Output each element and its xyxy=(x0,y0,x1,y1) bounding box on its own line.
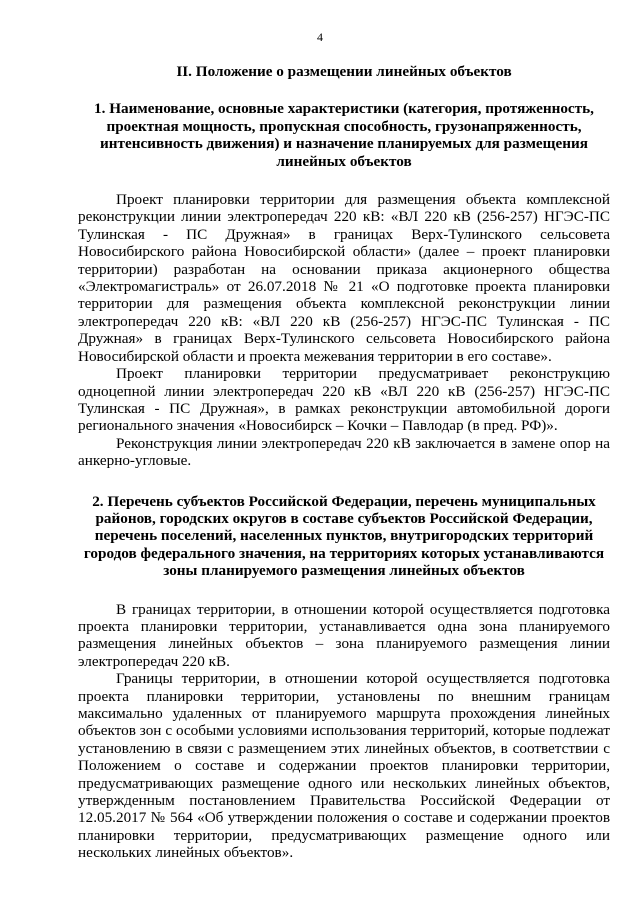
subsection-2-body xyxy=(78,601,610,862)
paragraph: Границы территории, в отношении которой осуществляется подготовка проекта планировки территории, установлены по внешним границам максимально удаленных от планируемого маршрута прохождения линейных объектов зон с особыми условиями использования территорий, которые подлежат установлению в связи с размещением этих линейных объектов, в соответствии с Положением о составе и содержании проектов планировки территории, предусматривающих размещение одного или нескольких линейных объектов, утвержденным постановлением Правительства Российской Федерации от 12.05.2017 № 564 «Об утверждении положения о составе и содержании проектов планировки территории, предусматривающих размещение одного или нескольких линейных объектов». xyxy=(78,670,610,862)
paragraph: Проект планировки территории для размещения объекта комплексной реконструкции линии электропередач 220 кВ: «ВЛ 220 кВ (256-257) НГЭС-ПС Тулинская - ПС Дружная» в границах Верх-Тулинского сельсовета Новосибирского района Новосибирской области» (далее – проект планировки территории) разработан на основании приказа акционерного общества «Электромагистраль» от 26.07.2018 № 21 «О подготовке проекта планировки территории для размещения объекта комплексной реконструкции линии электропередач 220 кВ: «ВЛ 220 кВ (256-257) НГЭС-ПС Тулинская - ПС Дружная» в границах Верх-Тулинского сельсовета Новосибирского района Новосибирской области и проекта межевания территории в его составе». xyxy=(78,191,610,365)
section-title: II. Положение о размещении линейных объектов xyxy=(176,63,512,80)
paragraph: Реконструкция линии электропередач 220 кВ заключается в замене опор на анкерно-угловые. xyxy=(78,434,610,470)
paragraph: Проект планировки территории предусматривает реконструкцию одноцепной линии электропередач 220 кВ «ВЛ 220 кВ (256-257) НГЭС-ПС Тулинская - ПС Дружная», в рамках реконструкции автомобильной дороги регионального значения «Новосибирск – Кочки – Павлодар (в пред. РФ)». xyxy=(78,365,610,435)
page-number: 4 xyxy=(317,30,323,44)
subsection-1-body xyxy=(78,191,610,470)
subsection-1-title: 1. Наименование, основные характеристики (категория, протяженность, проектная мощность, пропускная способность, грузонапряженность, интенсивность движения) и назначение планируемых для размещения линейных объектов xyxy=(94,100,594,170)
subsection-2-title: 2. Перечень субъектов Российской Федерации, перечень муниципальных районов, городских округов в составе субъектов Российской Федерации, перечень поселений, населенных пунктов, внутригородских территорий городов федерального значения, на территориях которых устанавливаются зоны планируемого размещения линейных объектов xyxy=(83,492,605,580)
page-content xyxy=(78,63,610,862)
paragraph: В границах территории, в отношении которой осуществляется подготовка проекта планировки территории, устанавливается одна зона планируемого размещения линейных объектов – зона планируемого размещения линии электропередач 220 кВ. xyxy=(78,600,610,670)
